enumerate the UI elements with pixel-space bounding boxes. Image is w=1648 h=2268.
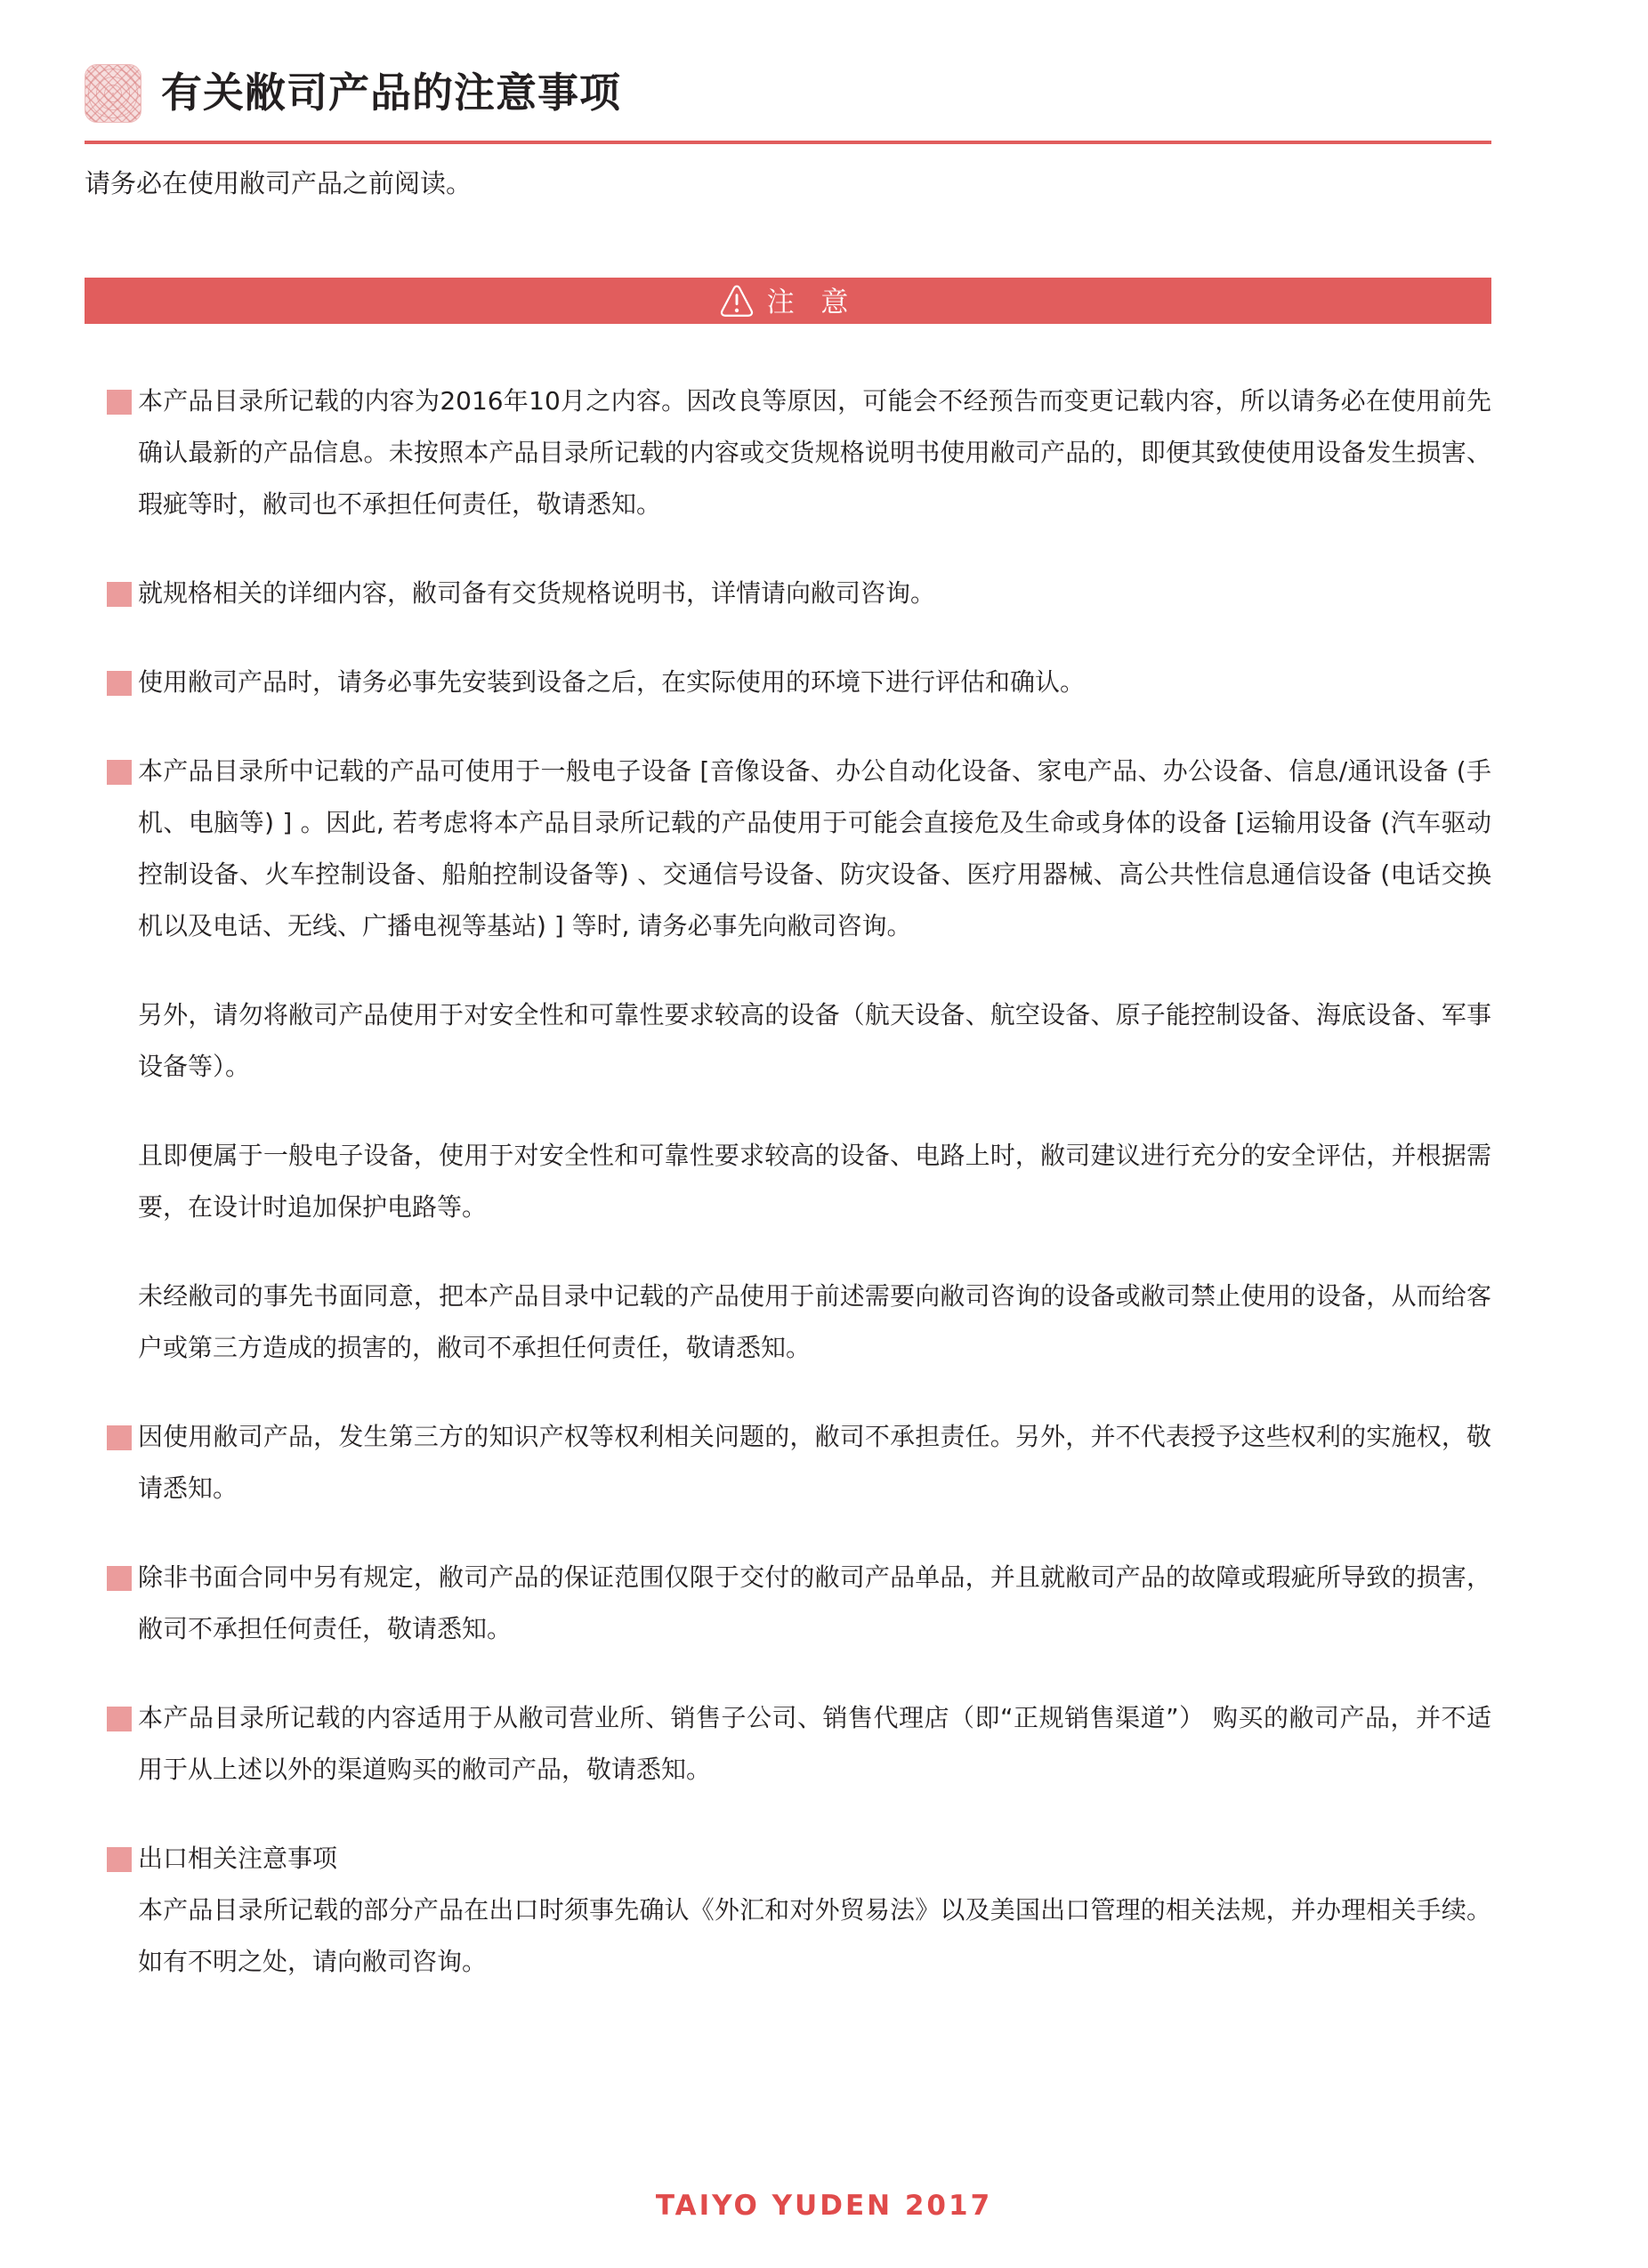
bullet-square-icon [107, 1707, 132, 1731]
notice-item [85, 1833, 1491, 1988]
notice-item [85, 657, 1491, 708]
notice-text: 本产品目录所中记载的产品可使用于一般电子设备 [音像设备、办公自动化设备、家电产品、办公设备、信息/通讯设备 (手机、电脑等) ] 。因此, 若考虑将本产品目录所记载的产品使用于可能会直接危及生命或身体的设备 [运输用设备 (汽车驱动控制设备、火车控制设备、船舶控制设备等) 、交通信号设备、防灾设备、医疗用器械、高公共性信息通信设备 (电话交换机以及电话、无线、广播电视等基站) ] 等时, 请务必事先向敝司咨询。 [138, 755, 1491, 940]
notice-text: 本产品目录所记载的内容为2016年10月之内容。因改良等原因，可能会不经预告而变更记载内容，所以请务必在使用前先确认最新的产品信息。未按照本产品目录所记载的内容或交货规格说明书使用敝司产品的，即便其致使使用设备发生损害、瑕疵等时，敝司也不承担任何责任，敬请悉知。 [138, 385, 1491, 519]
notice-item [85, 568, 1491, 619]
notice-text: 本产品目录所记载的内容适用于从敝司营业所、销售子公司、销售代理店（即“正规销售渠道”） 购买的敝司产品，并不适用于从上述以外的渠道购买的敝司产品，敬请悉知。 [138, 1702, 1491, 1784]
notice-item [85, 1552, 1491, 1655]
notice-text: 就规格相关的详细内容，敝司备有交货规格说明书，详情请向敝司咨询。 [138, 577, 936, 608]
notice-item [85, 746, 1491, 952]
bullet-square-icon [107, 671, 132, 696]
intro-text: 请务必在使用敝司产品之前阅读。 [85, 168, 473, 198]
bullet-square-icon [107, 1425, 132, 1450]
title-ornament-icon [85, 64, 141, 123]
bullet-square-icon [107, 582, 132, 607]
page-header [85, 64, 1491, 123]
page-content [85, 0, 1491, 2025]
notice-text: 因使用敝司产品，发生第三方的知识产权等权利相关问题的，敝司不承担责任。另外，并不代表授予这些权利的实施权，敬请悉知。 [138, 1421, 1491, 1503]
bullet-square-icon [107, 1566, 132, 1591]
caution-banner [85, 278, 1491, 324]
notice-text: 且即便属于一般电子设备，使用于对安全性和可靠性要求较高的设备、电路上时，敝司建议进行充分的安全评估，并根据需要，在设计时追加保护电路等。 [138, 1140, 1491, 1222]
caution-banner-label: 注 意 [766, 287, 858, 319]
notice-text: 另外，请勿将敝司产品使用于对安全性和可靠性要求较高的设备（航天设备、航空设备、原子能控制设备、海底设备、军事设备等）。 [138, 999, 1491, 1081]
notice-item [85, 1692, 1491, 1796]
notice-item [85, 989, 1491, 1093]
bullet-square-icon [107, 390, 132, 415]
title-underline [85, 141, 1491, 144]
notice-item [85, 1130, 1491, 1233]
notice-list [85, 375, 1491, 1988]
notice-text: 使用敝司产品时，请务必事先安装到设备之后，在实际使用的环境下进行评估和确认。 [138, 666, 1086, 697]
bullet-square-icon [107, 1847, 132, 1872]
notice-text: 除非书面合同中另有规定，敝司产品的保证范围仅限于交付的敝司产品单品，并且就敝司产品的故障或瑕疵所导致的损害，敝司不承担任何责任，敬请悉知。 [138, 1562, 1491, 1643]
notice-text: 未经敝司的事先书面同意，把本产品目录中记载的产品使用于前述需要向敝司咨询的设备或敝司禁止使用的设备，从而给客户或第三方造成的损害的，敝司不承担任何责任，敬请悉知。 [138, 1280, 1491, 1362]
notice-item [85, 1271, 1491, 1374]
notice-item [85, 375, 1491, 530]
bullet-square-icon [107, 760, 132, 785]
footer-logo-text: TAIYO YUDEN 2017 [655, 2190, 993, 2222]
warning-triangle-icon [719, 284, 755, 318]
notice-text: 出口相关注意事项 [138, 1843, 338, 1873]
notice-subtext: 本产品目录所记载的部分产品在出口时须事先确认《外汇和对外贸易法》以及美国出口管理的相关法规，并办理相关手续。如有不明之处，请向敝司咨询。 [138, 1894, 1491, 1976]
notice-item [85, 1411, 1491, 1514]
page-title: 有关敝司产品的注意事项 [161, 69, 621, 117]
